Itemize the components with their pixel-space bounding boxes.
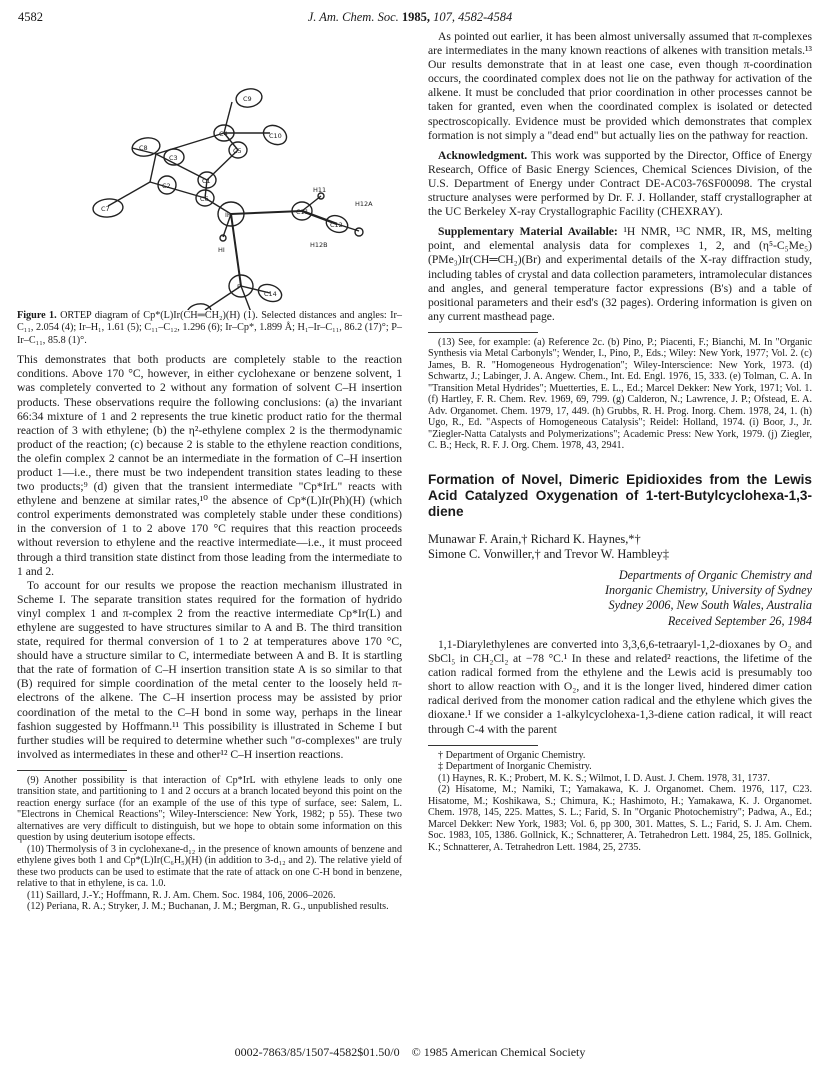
affiliation-line-3: Sydney 2006, New South Wales, Australia [608,597,812,612]
footnote-9: (9) Another possibility is that interaction of Cp*IrL with ethylene leads to only one transition state, and partitioning to 1 and 2 occurs at a branch located beyond this point on the reaction energy surface (for an example of the use of this type of surface, see: Salem, L. "Electrons in Chemical Reactions"; Wiley-Interscience: New York, 1982; p 55). These two alternatives are very difficult to distinguish, but we hope to obtain some information on this question by using deuterium isotope effects. [17,774,402,844]
page-footer [0,1045,820,1060]
acknowledgment-text: This work was supported by the Director, Office of Energy Research, Office of Basic Energy Sciences, Chemical Sciences Division, of the U.S. Department of Energy under Contract DE-AC03-76SF00098. The crystal structure analyses were performed by Dr. F. J. Hollander, staff crystallographer at the UC Berkeley X-ray Crystallographic Facility (CHEXRAY). [428,148,812,219]
atom-label: C12 [330,221,343,229]
atom-label: C8 [139,144,148,152]
atom-label: C11 [296,208,309,216]
atom-label: C6 [200,195,209,203]
received-date: Received September 26, 1984 [667,613,812,628]
author-list [428,532,812,562]
figure-caption-label: Figure 1. [17,310,57,321]
atom-label: C5 [233,147,242,155]
affiliation [428,568,812,613]
footnote-divider [428,332,538,333]
acknowledgment-label: Acknowledgment. [438,148,528,162]
footer-code: 0002-7863/85/1507-4582$01.50/0 [234,1045,400,1059]
page-number: 4582 [18,10,43,24]
footnote-12: (12) Periana, R. A.; Stryker, J. M.; Buchanan, J. M.; Bergman, R. G., unpublished results. [27,901,389,913]
atom-label: C9 [243,95,252,103]
authors-line-2: Simone C. Vonwiller,† and Trevor W. Hambley‡ [428,546,670,561]
footer-copyright: © 1985 American Chemical Society [411,1045,586,1059]
atom-label: H12B [310,241,328,249]
atom-label: C2 [162,182,171,190]
footnote-10: (10) Thermolysis of 3 in cyclohexane-d₁₂ in the presence of known amounts of benzene and ethylene gives both 1 and Cp*(L)Ir(C₆H₅)(H) (in addition to 3-d₁₂ and 2). The relative yield of these two products can be used to estimate that the rate of attack on one C-H bond in benzene, relative to that in ethylene, is ca. 1.0. [17,843,402,890]
atom-label: C10 [269,132,282,140]
right-paragraph-2: 1,1-Diarylethylenes are converted into 3,3,6,6-tetraaryl-1,2-dioxanes by O₂ and SbCl₅ in CH₂Cl₂ at −78 °C.¹ In these and related² reactions, the lifetime of the cation radical formed from the ethylene and the Lewis acid is presumably too short to allow reaction with O₂, and it is the longer lived, hindered dimer cation radical derived from the monomer cation radical and the ethylene which gives the dioxane.¹ If we consider a 1-alkylcyclohexa-1,3-diene cation radical, it will react through C-4 with the parent [428,637,812,736]
affiliation-line-2: Inorganic Chemistry, University of Sydney [604,582,812,597]
left-paragraph-1: This demonstrates that both products are completely stable to the reaction conditions. Above 170 °C, however, in either cyclohexane or benzene solvent, 1 was completely converted to 2 without any formation of solvent C–H insertion products. These observations require the following conclusions: (a) the invariant 66:34 mixture of 1 and 2 represents the true kinetic product ratio for the thermal reaction of 3 with ethylene; (b) the η²-ethylene complex 2 is the thermodynamic product of the reaction; (c) because 2 is stable to the ethylene reaction conditions, the olefin complex 2 cannot be an intermediate in the formation of C–H insertion product 1—i.e., there must be two independent transition states leading to these two products;⁹ (d) given that the transient intermediate "Cp*IrL" reacts with ethylene and benzene at similar rates,¹⁰ the absence of Cp*(L)Ir(Ph)(H) (which control experiments demonstrated was completely stable under these conditions) in the conversion of 1 to 2 above 170 °C requires that this reaction proceeds without reversion to ethylene and the reactive intermediate—i.e., it must proceed through a third transition state distinct from those leading from the intermediate to 1 and 2. [17,353,402,578]
supplementary-label: Supplementary Material Available: [438,225,618,239]
atom-label: IR [225,211,232,219]
atom-label: C1 [202,177,211,185]
dagger-note-1: † Department of Organic Chemistry. [438,749,586,761]
atom-label [192,309,205,310]
right-bottom-footnotes [428,750,812,854]
journal-name: J. Am. Chem. Soc. [307,10,399,24]
article-title: Formation of Novel, Dimeric Epidioxides from the Lewis Acid Catalyzed Oxygenation of 1-tert-Butylcyclohexa-1,3-diene [428,471,812,519]
affiliation-line-1: Departments of Organic Chemistry and [618,567,812,582]
right-column [428,30,812,853]
footnote-divider [17,770,127,771]
atom-label: H12A [355,200,373,208]
reference-1: (1) Haynes, R. K.; Probert, M. K. S.; Wilmot, I. D. Aust. J. Chem. 1978, 31, 1737. [438,772,770,784]
left-paragraph-2: To account for our results we propose the reaction mechanism illustrated in Scheme I. The separate transition states required for the formation of hydrido vinyl complex 1 and π-complex 2 from the reactive intermediate Cp*Ir(L) and ethylene are suggested to have structures similar to A and B. The third transition state, required for thermal conversion of 1 to 2 at temperatures above 170 °C, should have a structure similar to C, intermediate between A and B. It is startling that the rate of formation of C–H insertion transition state A is so similar to that (B) required for simple coordination of the metal center to the loosely held π-electrons of the alkene. The C–H insertion process may be assisted by prior coordination of the metal to the C–H bond in some way, perhaps in the linear fashion suggested by Hoffmann.¹¹ This possibility is illustrated in Scheme I but further studies will be required to determine whether such "σ-complexes" are truly involved as intermediates in these and other¹² C–H insertion reactions. [17,578,402,761]
reference-2: (2) Hisatome, M.; Namiki, T.; Yamakawa, K. J. Organomet. Chem. 1976, 117, C23. Hisatome, M.; Koshikawa, S.; Chimura, K.; Hashimoto, H.; Yamakawa, K. J. Organomet. Chem. 1978, 145, 225. Mattes, S. L.; Farid, S. In "Organic Photochemistry"; Padwa, A., Ed.; Marcel Dekker: New York, 1983; Vol. 6, pp 300, 301. Mattes, S. L.; Farid, S. J. Am. Chem. Soc. 1983, 105, 1386. Gollnick, K.; Schnatterer, A. Tetrahedron Lett. 1984, 25, 185. Gollnick, K.; Schnatterer, A. Tetrahedron Lett. 1984, 25, 2735. [428,784,812,853]
atom-label: C4 [219,130,228,138]
left-column [17,30,402,913]
footnote-divider [428,745,538,746]
footnote-13: (13) See, for example: (a) Reference 2c. (b) Pino, P.; Piacenti, F.; Bianchi, M. In "Organic Synthesis via Metal Carbonyls"; Wender, I., Pino, P., Eds.; Wiley: New York, 1977; Vol. 2. (c) James, B. R. "Homogeneous Hydrogenation"; Wiley-Interscience: New York, 1973. (d) Schwartz, J.; Labinger, J. A. Angew. Chem., Int. Ed. Engl. 1976, 15, 333. (e) Tolman, C. A. In "Transition Metal Hydrides"; Muetterties, E. L., Ed.; Marcel Dekker: New York, 1971; Vol. 1. (f) Hartley, F. R. Chem. Rev. 1969, 69, 799. (g) Calderon, N.; Lawrence, J. P.; Ofstead, E. A. Adv. Organomet. Chem. 1979, 17, 449. (h) Grubbs, R. H. Prog. Inorg. Chem. 1978, 24, 1. (h) Ugo, R., Ed. "Aspects of Homogeneous Catalysis"; Reidel: Holland, 1974. (i) Boor, J., Jr. "Ziegler-Natta Catalysts and Polymerizations"; Academic Press: New York, 1979. (j) Ziegler, C. B.; Heck, R. F. J. Org. Chem. 1978, 43, 2941. [428,336,812,452]
left-footnotes [17,775,402,913]
journal-year: 1985, [401,10,431,24]
footnote-11: (11) Saillard, J.-Y.; Hoffmann, R. J. Am. Chem. Soc. 1984, 106, 2006–2026. [27,889,336,901]
atom-label: C14 [264,290,277,298]
ortep-figure [17,30,402,310]
dagger-note-2: ‡ Department of Inorganic Chemistry. [438,761,592,773]
right-paragraph-1: As pointed out earlier, it has been almost universally assumed that π-complexes are intermediates in the many known reactions of alkenes with transition metals.¹³ Our results demonstrate that in at least one case, even though π-coordination occurs, the coordinated complex does not lie on the pathway for activation of the alkene. It must be concluded that prior coordination in other processes cannot be taken for granted, even when the coordinated complex is isolated or detected spectroscopically. Evidence must be provided which demonstrates that complex formation is not simply a "dead end" but actually lies on the pathway for reaction. [428,30,812,142]
running-header [0,10,820,25]
atom-label: C3 [169,154,178,162]
figure-caption [17,310,402,347]
atom-label: C7 [101,205,110,213]
authors-line-1: Munawar F. Arain,† Richard K. Haynes,*† [428,531,641,546]
volume-pages: 107, 4582-4584 [433,10,513,24]
supplementary-text: ¹H NMR, ¹³C NMR, IR, MS, melting point, and elemental analysis data for complexes 1, 2, and (η⁵-C₅Me₅)(PMe₃)Ir(CH═CH₂)(Br) and experimental details of the X-ray diffraction study, including tables of crystal and data collection parameters, intramolecular distances and angles, and general temperature factor expressions (B's) and a table of positional parameters and their esd's (32 pages). Ordering information is given on any current masthead page. [428,225,812,323]
supplementary-material [428,225,812,324]
atom-label: P [237,283,241,291]
ortep-diagram [17,30,402,310]
right-footnotes [428,337,812,452]
atom-label: HI [218,246,225,254]
atom-label: H11 [313,186,327,194]
acknowledgment [428,149,812,219]
figure-caption-text: ORTEP diagram of Cp*(L)Ir(CH═CH₂)(H) (1). Selected distances and angles: Ir–C₁₁, 2.054 (4); Ir–H₁, 1.61 (5); C₁₁–C₁₂, 1.296 (6); Ir–Cp*, 1.899 Å; H₁–Ir–C₁₁, 86.2 (17)°; P–Ir–C₁₁, 85.8 (1)°. [17,310,402,346]
